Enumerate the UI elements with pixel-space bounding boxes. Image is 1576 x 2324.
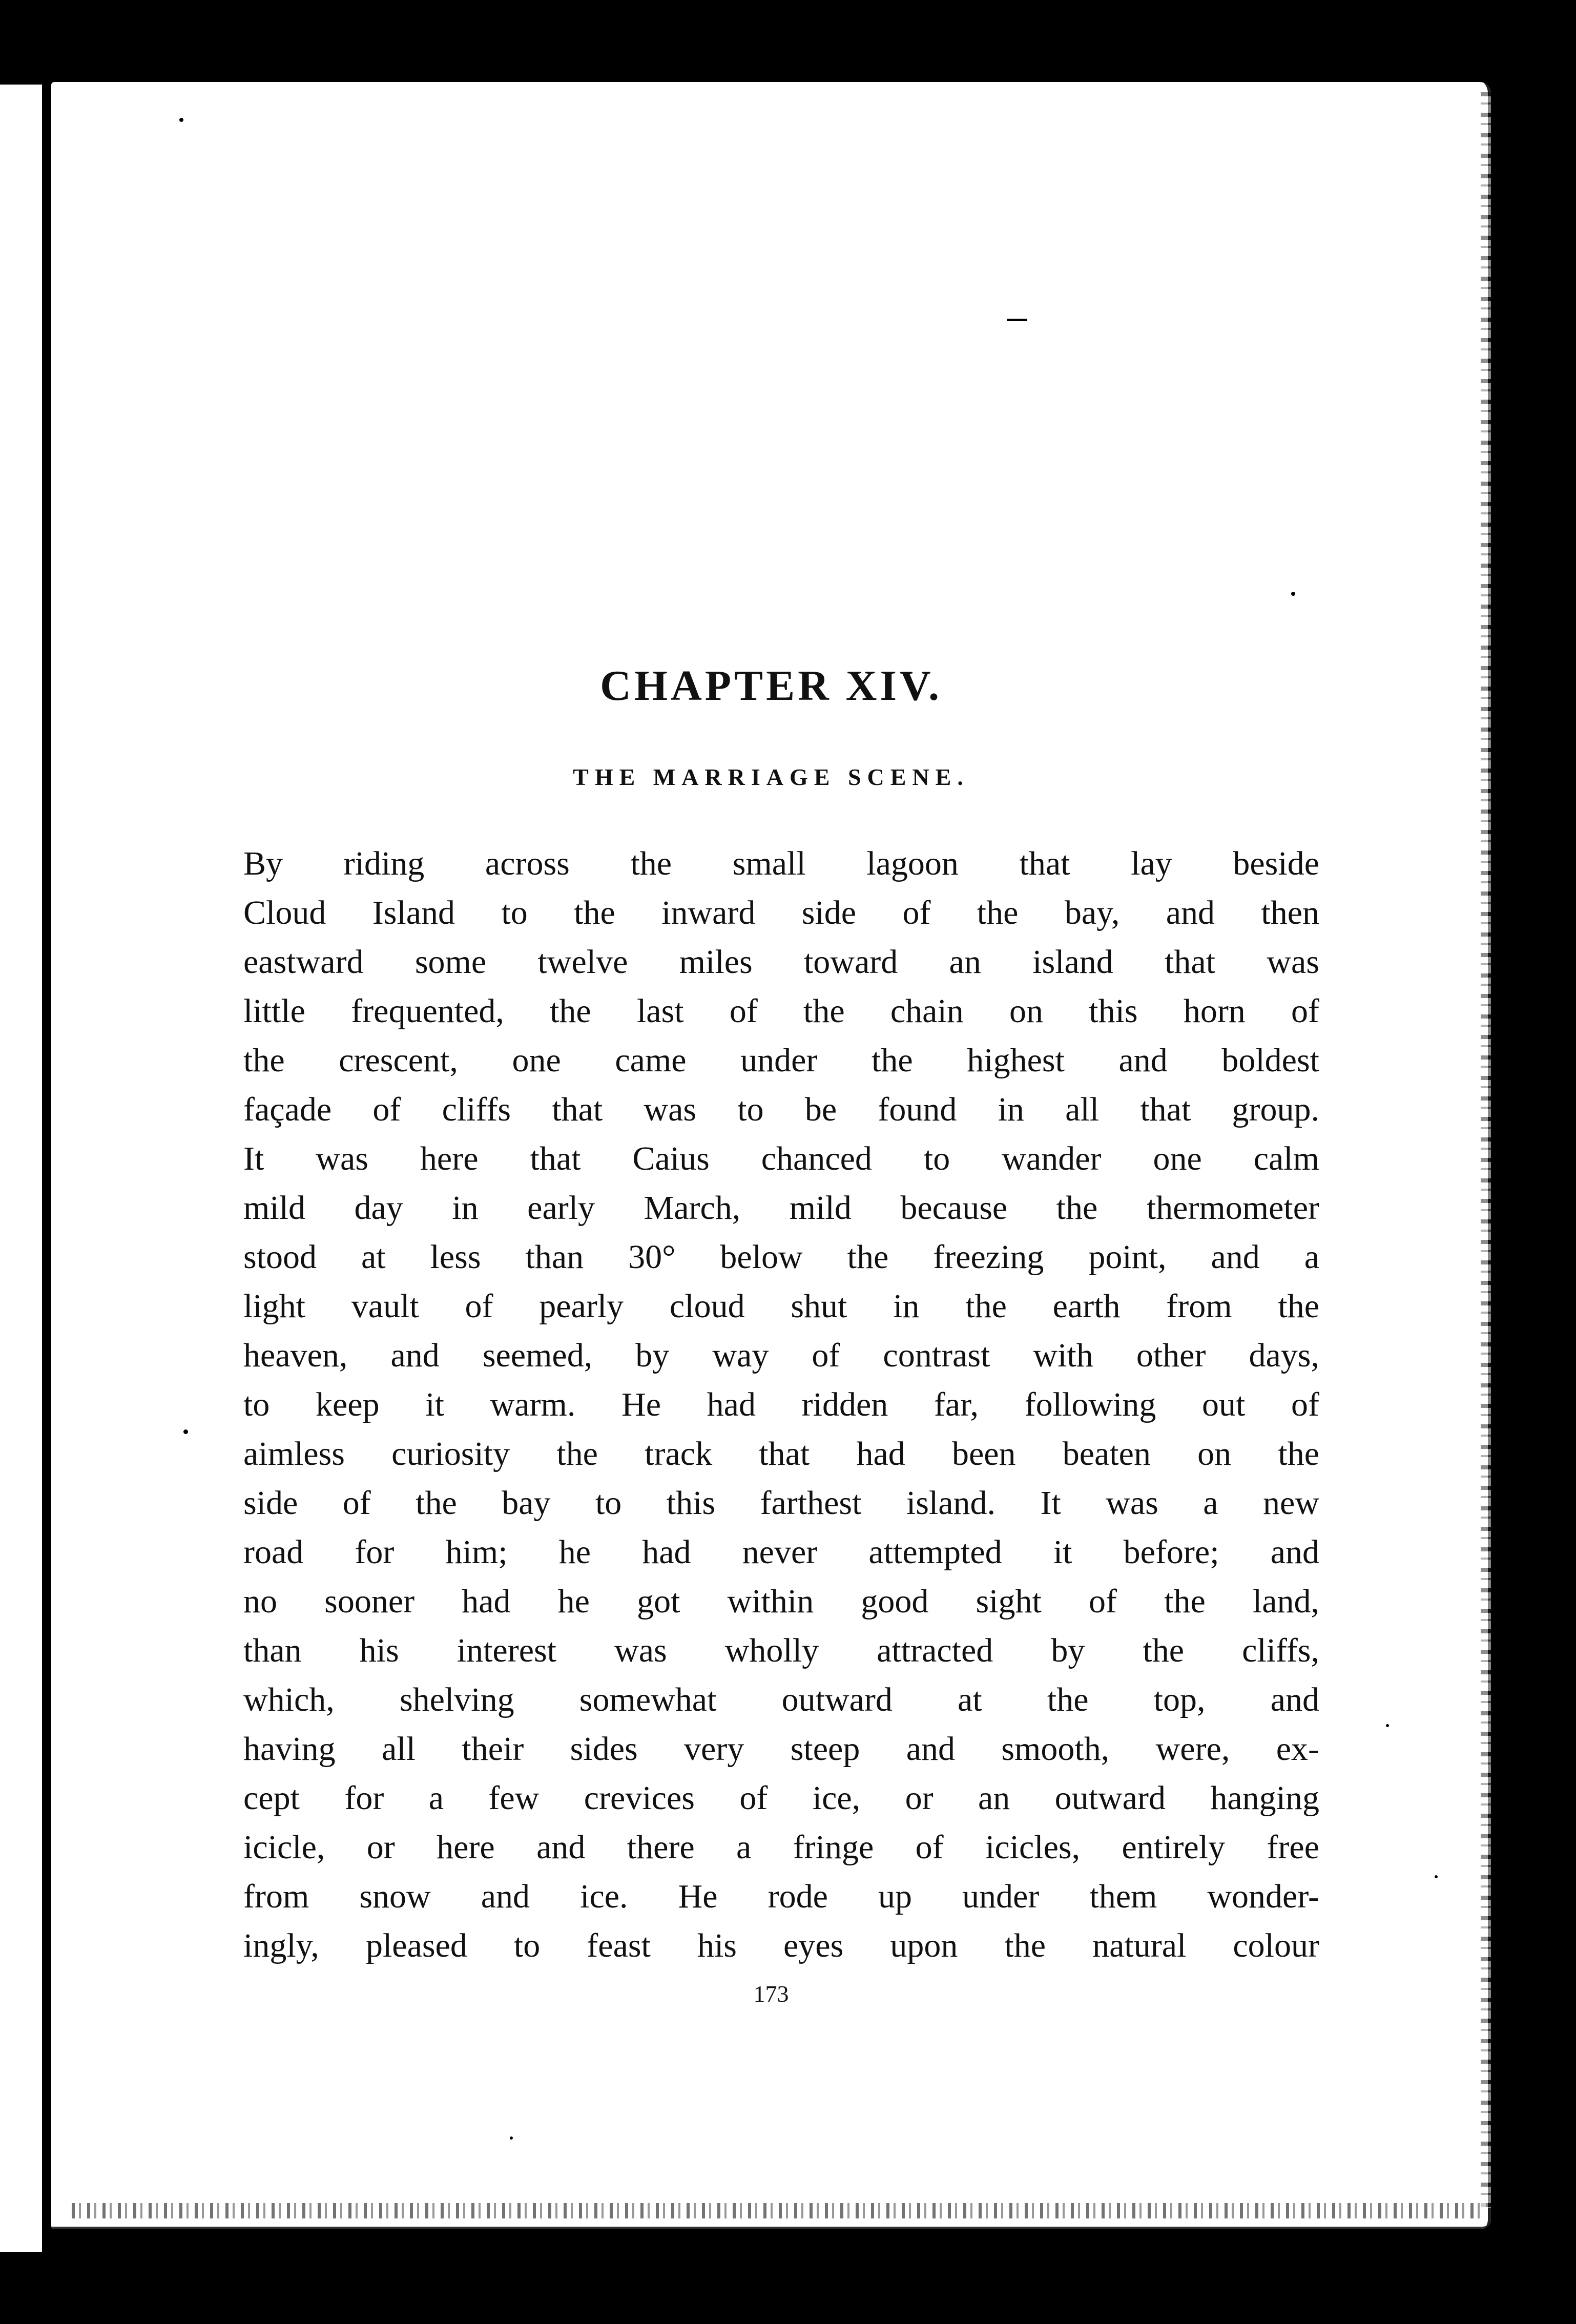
text-line: By riding across the small lagoon that lay beside [243, 845, 1319, 882]
text-line: the crescent, one came under the highest and boldest [243, 1042, 1319, 1079]
text-line: which, shelving somewhat outward at the top, and [243, 1681, 1319, 1718]
text-line: aimless curiosity the track that had been beaten on the [243, 1435, 1319, 1472]
text-line: eastward some twelve miles toward an island that was [243, 943, 1319, 981]
text-line: icicle, or here and there a fringe of icicles, entirely free [243, 1829, 1319, 1866]
left-page-edge [0, 85, 51, 2252]
text-line: façade of cliffs that was to be found in all that group. [243, 1091, 1319, 1128]
ink-speck [1435, 1875, 1438, 1878]
text-line: to keep it warm. He had ridden far, following out of [243, 1386, 1319, 1423]
right-page-edge [1481, 92, 1491, 2208]
ink-speck [1291, 592, 1295, 596]
text-line: heaven, and seemed, by way of contrast with other days, [243, 1337, 1319, 1374]
bottom-page-edge [72, 2203, 1486, 2218]
text-line: Cloud Island to the inward side of the bay, and then [243, 894, 1319, 931]
text-line: light vault of pearly cloud shut in the earth from the [243, 1288, 1319, 1325]
text-line: mild day in early March, mild because the thermometer [243, 1189, 1319, 1227]
text-line: stood at less than 30° below the freezing point, and a [243, 1238, 1319, 1276]
book-page [51, 82, 1491, 2229]
text-line: little frequented, the last of the chain on this horn of [243, 992, 1319, 1030]
text-line: road for him; he had never attempted it before; and [243, 1533, 1319, 1571]
chapter-subtitle: THE MARRIAGE SCENE. [573, 764, 969, 790]
chapter-heading: CHAPTER XIV. [600, 662, 942, 710]
ink-speck [1386, 1724, 1389, 1727]
ink-speck [179, 118, 183, 122]
text-line: no sooner had he got within good sight of the land, [243, 1583, 1319, 1620]
text-line: cept for a few crevices of ice, or an outward hanging [243, 1779, 1319, 1817]
text-line: than his interest was wholly attracted by the cliffs, [243, 1632, 1319, 1669]
body-text [243, 839, 1319, 1970]
ink-speck [183, 1429, 188, 1434]
text-line: side of the bay to this farthest island. It was a new [243, 1484, 1319, 1522]
text-line last: ingly, pleased to feast his eyes upon the natural colour [243, 1927, 1319, 1964]
page-number: 173 [753, 1981, 789, 2007]
ink-speck [1007, 319, 1027, 321]
text-line: having all their sides very steep and smooth, were, ex- [243, 1730, 1319, 1768]
text-line: It was here that Caius chanced to wander one calm [243, 1140, 1319, 1177]
text-line: from snow and ice. He rode up under them wonder- [243, 1878, 1319, 1915]
ink-speck [510, 2136, 513, 2140]
